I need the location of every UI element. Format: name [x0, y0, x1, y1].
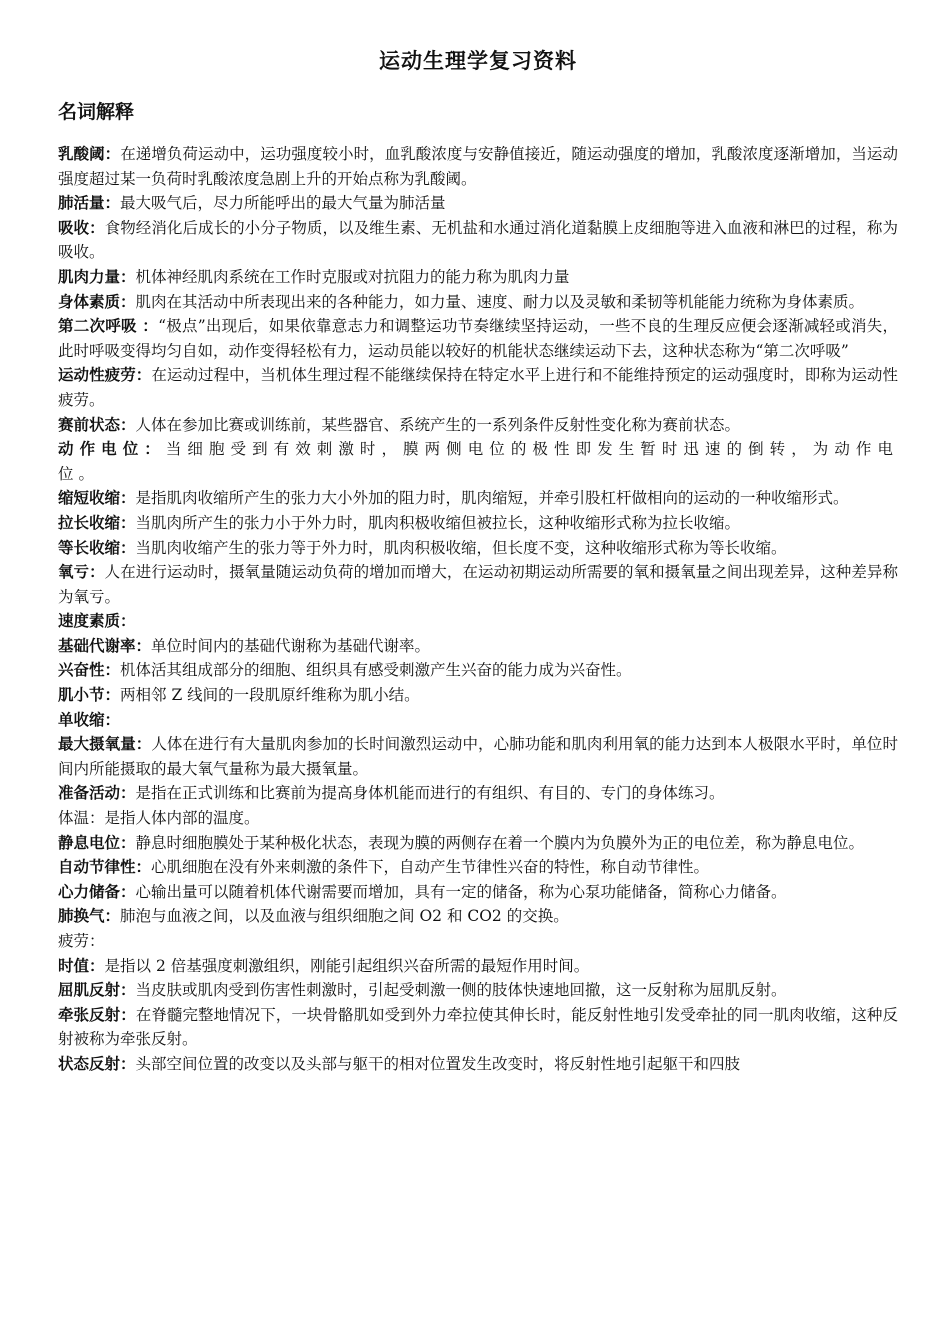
glossary-entry — [58, 536, 898, 561]
glossary-definition: 食物经消化后成长的小分子物质，以及维生素、无机盐和水通过消化道黏膜上皮细胞等进入血液和淋巴的过程，称为吸收。 — [58, 218, 898, 262]
glossary-term: 疲劳： — [58, 932, 105, 950]
glossary-entry — [58, 265, 898, 290]
glossary-definition: 当皮肤或肌肉受到伤害性刺激时，引起受刺激一侧的肢体快速地回撤，这一反射称为屈肌反射。 — [135, 981, 787, 1000]
glossary-term: 牵张反射： — [58, 1005, 136, 1024]
glossary-entry — [58, 880, 898, 905]
glossary-entry — [58, 683, 898, 708]
glossary-term: 拉长收缩： — [58, 513, 136, 532]
glossary-term: 吸收： — [58, 218, 105, 237]
glossary-term: 心力储备： — [58, 882, 136, 901]
glossary-term: 准备活动： — [58, 784, 136, 803]
glossary-term: 单收缩： — [58, 710, 121, 729]
glossary-entry — [58, 609, 898, 634]
glossary-definition: 机体活其组成部分的细胞、组织具有感受刺激产生兴奋的能力成为兴奋性。 — [120, 661, 632, 680]
glossary-definition: 最大吸气后，尽力所能呼出的最大气量为肺活量 — [120, 194, 446, 213]
glossary-term: 第二次呼吸 ： — [58, 317, 159, 336]
glossary-entry — [58, 708, 898, 733]
glossary-definition: 人在进行运动时，摄氧量随运动负荷的增加而增大，在运动初期运动所需要的氧和摄氧量之间出现差异，这种差异称为氧亏。 — [58, 563, 898, 606]
glossary-entry — [58, 929, 898, 954]
glossary-definition: 心输出量可以随着机体代谢需要而增加，具有一定的储备，称为心泵功能储备，简称心力储备。 — [135, 882, 787, 901]
glossary-term: 等长收缩： — [58, 538, 136, 557]
glossary-definition: 人体在进行有大量肌肉参加的长时间激烈运动中，心肺功能和肌肉利用氧的能力达到本人极限水平时，单位时间内所能摄取的最大氧气量称为最大摄氧量。 — [58, 735, 898, 778]
glossary-entry — [58, 191, 898, 216]
glossary-entry — [58, 954, 898, 979]
glossary-term: 时值： — [58, 956, 105, 975]
glossary-definition: 当细胞受到有效刺激时，膜两侧电位的极性即发生暂时迅速的倒转，为动作电位。 — [58, 440, 898, 483]
glossary-term: 肌肉力量： — [58, 267, 136, 286]
glossary-entry — [58, 142, 898, 191]
glossary-term: 肺活量： — [58, 194, 121, 213]
glossary-term: 氧亏： — [58, 563, 105, 582]
glossary-entry — [58, 855, 898, 880]
document-title: 运动生理学复习资料 — [379, 49, 577, 73]
glossary-definition: 人体在参加比赛或训练前，某些器官、系统产生的一系列条件反射性变化称为赛前状态。 — [135, 415, 741, 434]
glossary-entry — [58, 904, 898, 929]
glossary-term: 体温： — [58, 809, 105, 828]
glossary-entry — [58, 978, 898, 1003]
glossary-entry — [58, 658, 898, 683]
glossary-entry — [58, 511, 898, 536]
glossary-definition: 心肌细胞在没有外来刺激的条件下，自动产生节律性兴奋的特性，称自动节律性。 — [151, 858, 710, 877]
glossary-term: 速度素质： — [58, 612, 136, 631]
glossary-entry — [58, 634, 898, 659]
glossary-term: 赛前状态： — [58, 415, 136, 434]
glossary-term: 身体素质： — [58, 292, 136, 311]
glossary-definition: 在递增负荷运动中，运功强度较小时，血乳酸浓度与安静值接近，随运动强度的增加，乳酸浓度逐渐增加，当运动强度超过某一负荷时乳酸浓度急剧上升的开始点称为乳酸阈。 — [58, 145, 898, 188]
glossary-definition: 机体神经肌肉系统在工作时克服或对抗阻力的能力称为肌肉力量 — [135, 267, 570, 286]
glossary-entry — [58, 486, 898, 511]
glossary-entry — [58, 216, 898, 265]
glossary-term: 兴奋性： — [58, 661, 121, 680]
glossary-entry — [58, 290, 898, 315]
glossary-term: 缩短收缩： — [58, 489, 136, 508]
glossary-definition: 头部空间位置的改变以及头部与躯干的相对位置发生改变时，将反射性地引起躯干和四肢 — [135, 1054, 741, 1073]
glossary-entry — [58, 413, 898, 438]
glossary-entry — [58, 314, 898, 363]
glossary-term: 乳酸阈： — [58, 145, 121, 163]
glossary-list — [58, 142, 898, 1077]
glossary-term: 自动节律性： — [58, 858, 152, 877]
glossary-definition: 肺泡与血液之间，以及血液与组织细胞之间 O2 和 CO2 的交换。 — [120, 907, 569, 926]
glossary-entry — [58, 781, 898, 806]
glossary-definition: 当肌肉所产生的张力小于外力时，肌肉积极收缩但被拉长，这种收缩形式称为拉长收缩。 — [135, 513, 741, 532]
glossary-entry — [58, 560, 898, 609]
glossary-entry — [58, 806, 898, 831]
glossary-term: 状态反射： — [58, 1054, 136, 1073]
glossary-definition: “极点”出现后，如果依靠意志力和调整运功节奏继续坚持运动，一些不良的生理反应便会逐渐减轻或消失，此时呼吸变得均匀自如，动作变得轻松有力，运动员能以较好的机能状态继续运动下去，这种状态称为“第二次呼吸” — [58, 317, 898, 360]
glossary-definition: 是指肌肉收缩所产生的张力大小外加的阻力时，肌肉缩短，并牵引股杠杆做相向的运动的一种收缩形式。 — [135, 489, 849, 508]
glossary-definition: 在运动过程中，当机体生理过程不能继续保持在特定水平上进行和不能维持预定的运动强度时，即称为运动性疲劳。 — [58, 366, 898, 409]
glossary-entry — [58, 437, 898, 486]
glossary-term: 动作电位： — [58, 440, 166, 459]
glossary-definition: 静息时细胞膜处于某种极化状态，表现为膜的两侧存在着一个膜内为负膜外为正的电位差，称为静息电位。 — [135, 833, 865, 852]
glossary-definition: 当肌肉收缩产生的张力等于外力时，肌肉积极收缩，但长度不变，这种收缩形式称为等长收缩。 — [135, 538, 787, 557]
glossary-definition: 在脊髓完整地情况下，一块骨骼肌如受到外力牵拉使其伸长时，能反射性地引发受牵扯的同一肌肉收缩，这种反射被称为牵张反射。 — [58, 1005, 898, 1049]
glossary-entry — [58, 1052, 898, 1077]
section-heading: 名词解释 — [58, 101, 135, 123]
glossary-term: 屈肌反射： — [58, 981, 136, 1000]
glossary-entry — [58, 1003, 898, 1052]
glossary-term: 肺换气： — [58, 907, 121, 926]
glossary-definition: 肌肉在其活动中所表现出来的各种能力，如力量、速度、耐力以及灵敏和柔韧等机能能力统称为身体素质。 — [135, 292, 865, 311]
glossary-term: 静息电位： — [58, 833, 136, 852]
glossary-term: 最大摄氧量： — [58, 735, 152, 754]
glossary-entry — [58, 732, 898, 781]
glossary-entry — [58, 363, 898, 412]
glossary-definition: 是指以 2 倍基强度刺激组织，刚能引起组织兴奋所需的最短作用时间。 — [104, 956, 590, 975]
glossary-term: 基础代谢率： — [58, 636, 152, 655]
glossary-term: 运动性疲劳： — [58, 366, 152, 385]
glossary-definition: 是指在正式训练和比赛前为提高身体机能而进行的有组织、有目的、专门的身体练习。 — [135, 784, 725, 803]
glossary-term: 肌小节： — [58, 686, 121, 705]
glossary-entry — [58, 831, 898, 856]
glossary-definition: 是指人体内部的温度。 — [104, 809, 260, 828]
glossary-definition: 单位时间内的基础代谢称为基础代谢率。 — [151, 636, 431, 655]
glossary-definition: 两相邻 Z 线间的一段肌原纤维称为肌小结。 — [120, 686, 420, 705]
